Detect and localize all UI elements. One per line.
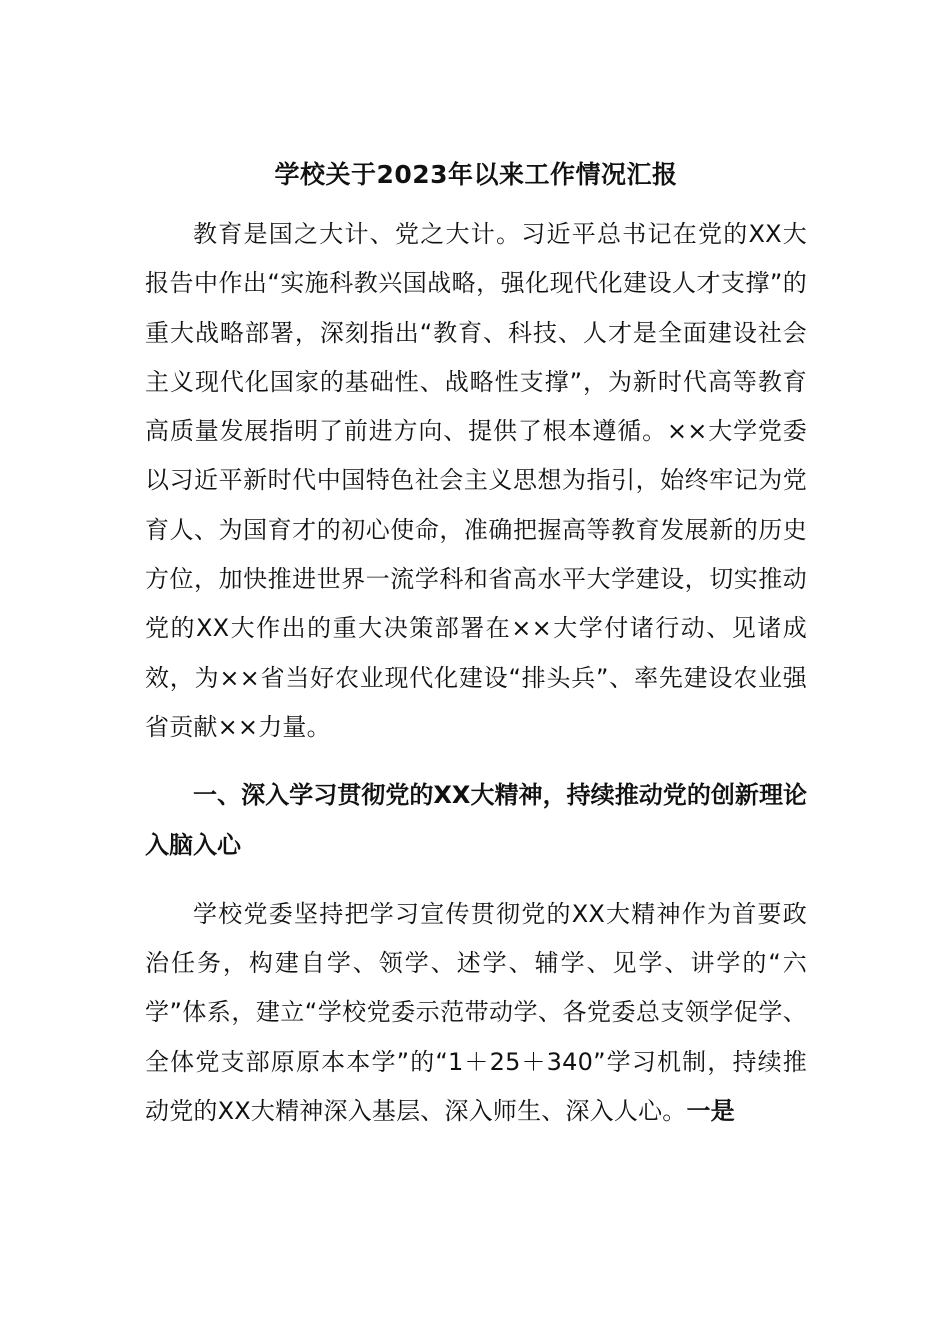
section-1-paragraph-text: 学校党委坚持把学习宣传贯彻党的XX大精神作为首要政治任务，构建自学、领学、述学、辅学、见学、讲学的“六学”体系，建立“学校党委示范带动学、各党委总支领学促学、全体党支部原原本本学”的“1＋25＋340”学习机制，持续推动党的XX大精神深入基层、深入师生、深入人心。 xyxy=(145,899,807,1126)
section-1-point-1-lead: 一是 xyxy=(686,1097,735,1126)
section-1-heading: 一、深入学习贯彻党的XX大精神，持续推动党的创新理论入脑入心 xyxy=(145,781,807,859)
document-title: 学校关于2023年以来工作情况汇报 xyxy=(274,160,678,189)
section-1-paragraph xyxy=(145,890,807,1136)
document-page xyxy=(145,150,807,1136)
intro-paragraph: 教育是国之大计、党之大计。习近平总书记在党的XX大报告中作出“实施科教兴国战略，强化现代化建设人才支撑”的重大战略部署，深刻指出“教育、科技、人才是全面建设社会主义现代化国家的基础性、战略性支撑”，为新时代高等教育高质量发展指明了前进方向、提供了根本遵循。××大学党委以习近平新时代中国特色社会主义思想为指引，始终牢记为党育人、为国育才的初心使命，准确把握高等教育发展新的历史方位，加快推进世界一流学科和省高水平大学建设，切实推动党的XX大作出的重大决策部署在××大学付诸行动、见诸成效，为××省当好农业现代化建设“排头兵”、率先建设农业强省贡献××力量。 xyxy=(145,220,807,741)
